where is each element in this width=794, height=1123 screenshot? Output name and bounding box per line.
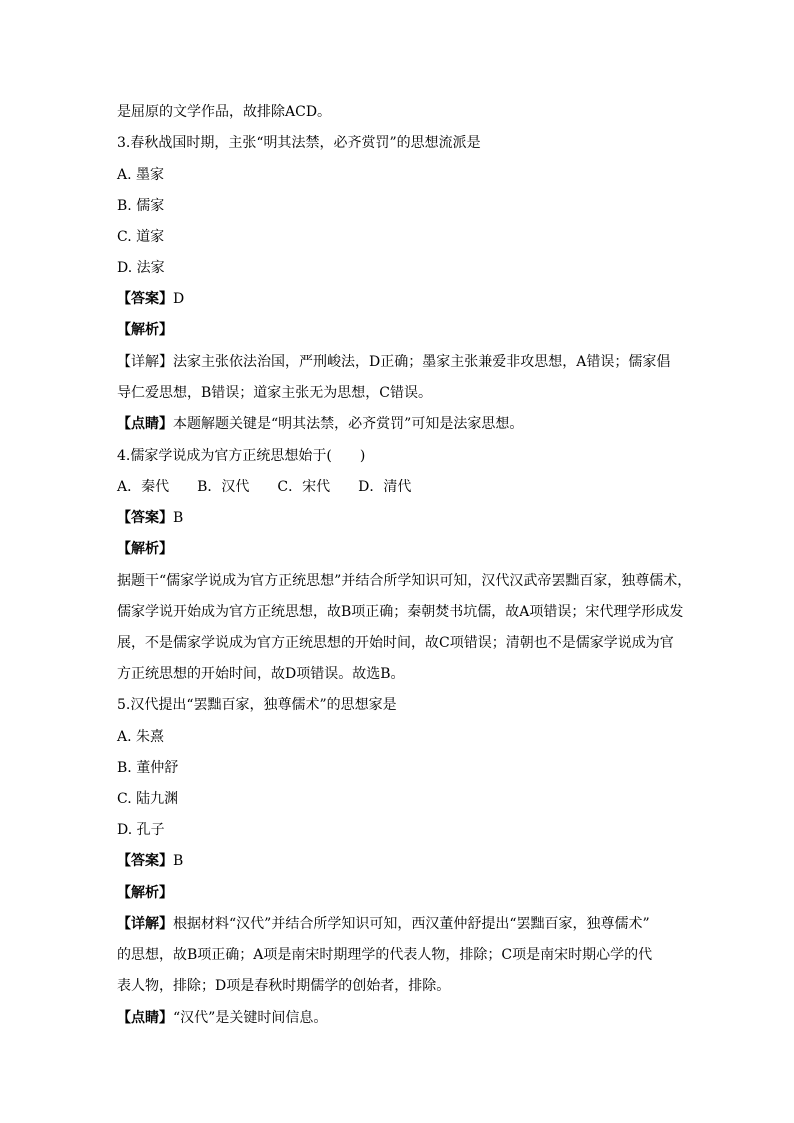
detail-line: 表人物，排除；D项是春秋时期儒学的创始者，排除。 xyxy=(117,978,451,994)
question-4: 4.儒家学说成为官方正统思想始于( ) xyxy=(117,448,366,464)
option-b: B. 儒家 xyxy=(117,198,165,214)
point-text: “汉代”是关键时间信息。 xyxy=(173,1010,328,1026)
option-c: C. 道家 xyxy=(117,229,165,245)
point-label: 【点睛】 xyxy=(117,1010,173,1026)
point-line xyxy=(117,414,687,434)
detail-line: 的思想，故B项正确；A项是南宋时期理学的代表人物，排除；C项是南宋时期心学的代 xyxy=(117,947,653,963)
detail-line: 导仁爱思想，B错误；道家主张无为思想，C错误。 xyxy=(117,385,432,401)
option-b: B. 董仲舒 xyxy=(117,760,179,776)
question-3: 3.春秋战国时期，主张“明其法禁，必齐赏罚”的思想流派是 xyxy=(117,135,481,151)
detail-label: 【详解】 xyxy=(117,916,173,932)
analysis-text: 展，不是儒家学说成为官方正统思想的开始时间，故C项错误；清朝也不是儒家学说成为官 xyxy=(117,635,674,651)
option-c: C. 陆九渊 xyxy=(117,791,179,807)
analysis-label: 【解析】 xyxy=(117,322,173,338)
text-line: 是屈原的文学作品，故排除ACD。 xyxy=(117,104,332,120)
answer-label: 【答案】 xyxy=(117,291,173,307)
analysis-label: 【解析】 xyxy=(117,885,173,901)
answer-value: D xyxy=(173,291,185,307)
options-row xyxy=(117,477,687,497)
option-c: C．宋代 xyxy=(277,479,331,495)
point-line xyxy=(117,1008,687,1028)
option-d: D. 孔子 xyxy=(117,822,165,838)
answer-value: B xyxy=(173,853,184,869)
answer-label: 【答案】 xyxy=(117,853,173,869)
point-text: 本题解题关键是“明其法禁，必齐赏罚”可知是法家思想。 xyxy=(173,416,524,432)
answer-line xyxy=(117,851,687,871)
analysis-text: 方正统思想的开始时间，故D项错误。故选B。 xyxy=(117,666,405,682)
detail-line: 【详解】法家主张依法治国，严刑峻法，D正确；墨家主张兼爱非攻思想，A错误；儒家倡 xyxy=(117,354,671,370)
question-5: 5.汉代提出“罢黜百家，独尊儒术”的思想家是 xyxy=(117,697,397,713)
option-a: A. 朱熹 xyxy=(117,729,165,745)
option-b: B．汉代 xyxy=(197,479,250,495)
answer-value: B xyxy=(173,510,184,526)
option-d: D. 法家 xyxy=(117,260,165,276)
option-d: D．清代 xyxy=(358,479,412,495)
answer-line xyxy=(117,508,687,528)
analysis-text: 据题干“儒家学说成为官方正统思想”并结合所学知识可知，汉代汉武帝罢黜百家，独尊儒术， xyxy=(117,573,692,589)
option-a: A. 墨家 xyxy=(117,167,165,183)
analysis-label: 【解析】 xyxy=(117,541,173,557)
answer-label: 【答案】 xyxy=(117,510,173,526)
analysis-text: 儒家学说开始成为官方正统思想，故B项正确；秦朝焚书坑儒，故A项错误；宋代理学形成发 xyxy=(117,604,684,620)
answer-line xyxy=(117,289,687,309)
option-a: A．秦代 xyxy=(117,479,170,495)
detail-line xyxy=(117,914,687,934)
detail-text: 根据材料“汉代”并结合所学知识可知，西汉董仲舒提出“罢黜百家，独尊儒术” xyxy=(173,916,650,932)
point-label: 【点睛】 xyxy=(117,416,173,432)
